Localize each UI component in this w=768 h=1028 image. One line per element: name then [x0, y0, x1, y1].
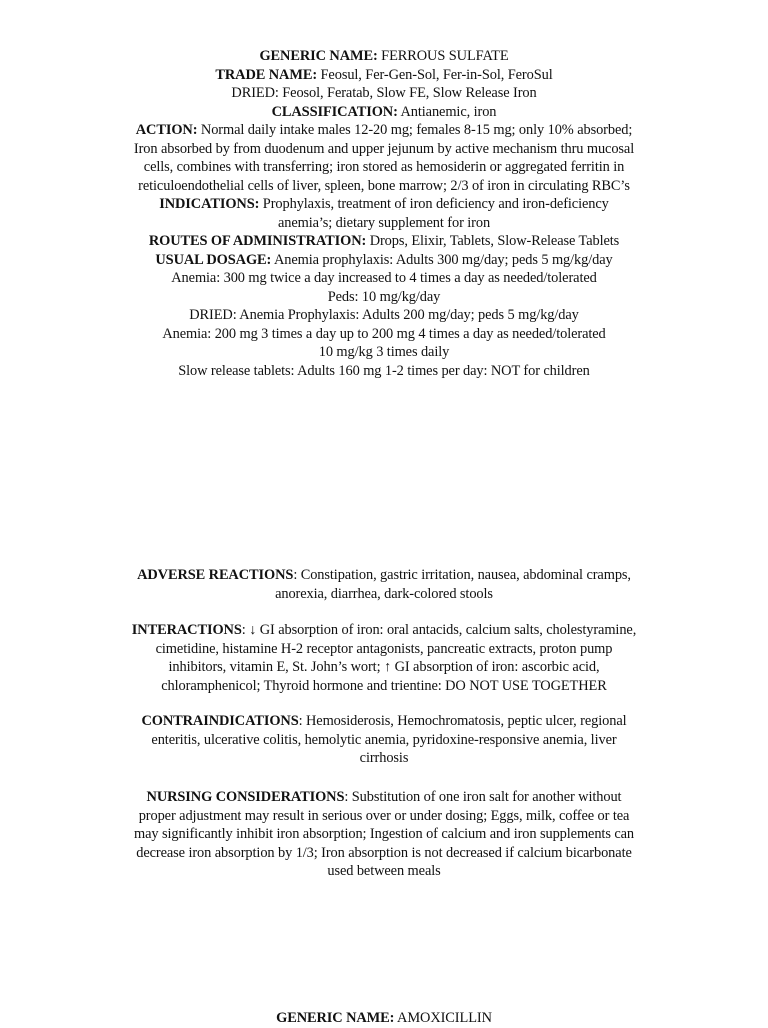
generic-name-value: FERROUS SULFATE: [377, 48, 509, 64]
trade-name-label: TRADE NAME:: [215, 66, 318, 83]
drug-header-section: [90, 47, 678, 380]
contra-label: CONTRAINDICATIONS: [141, 713, 299, 729]
trade-name-line: [90, 66, 678, 85]
adverse-reactions-section: [90, 566, 678, 603]
dosage-line-1: [90, 251, 678, 270]
action-label: ACTION:: [135, 122, 198, 138]
contra-line-3: cirrhosis: [359, 750, 409, 766]
contra-text-1: : Hemosiderosis, Hemochromatosis, peptic ulcer, regional: [298, 713, 627, 729]
second-drug-header: [90, 1009, 678, 1028]
dosage-text-1: Anemia prophylaxis: Adults 300 mg/day; peds 5 mg/kg/day: [271, 251, 613, 268]
nursing-line-4: decrease iron absorption by 1/3; Iron absorption is not decreased if calcium bicarbonate: [136, 844, 632, 861]
generic-name-label-2: GENERIC NAME:: [276, 1010, 395, 1026]
adverse-line-1: [90, 566, 678, 585]
contra-line-2: enteritis, ulcerative colitis, hemolytic anemia, pyridoxine-responsive anemia, liver: [151, 731, 617, 748]
interactions-label: INTERACTIONS: [131, 622, 242, 638]
routes-label: ROUTES OF ADMINISTRATION:: [148, 233, 367, 249]
classification-label: CLASSIFICATION:: [271, 103, 398, 120]
routes-line: [90, 232, 678, 251]
dosage-line-2: Anemia: 300 mg twice a day increased to 4 times a day as needed/tolerated: [171, 270, 597, 286]
generic-name-label: GENERIC NAME:: [259, 48, 378, 64]
nursing-label: NURSING CONSIDERATIONS: [146, 789, 345, 805]
interactions-line-4: chloramphenicol; Thyroid hormone and trientine: DO NOT USE TOGETHER: [161, 677, 607, 694]
dried-trade-line: DRIED: Feosol, Feratab, Slow FE, Slow Release Iron: [231, 85, 537, 101]
indications-line-2: anemia’s; dietary supplement for iron: [277, 214, 491, 231]
nursing-line-3: may significantly inhibit iron absorption; Ingestion of calcium and iron supplements can: [134, 826, 634, 842]
action-line-4: reticuloendothelial cells of liver, spleen, bone marrow; 2/3 of iron in circulating RBC’s: [138, 177, 630, 194]
action-line-3: cells, combines with transferring; iron stored as hemosiderin or aggregated ferritin in: [143, 159, 625, 175]
nursing-line-2: proper adjustment may result in serious over or under dosing; Eggs, milk, coffee or tea: [138, 807, 630, 824]
action-text-1: Normal daily intake males 12-20 mg; females 8-15 mg; only 10% absorbed;: [197, 122, 633, 138]
interactions-section: [90, 621, 678, 695]
adverse-label: ADVERSE REACTIONS: [137, 567, 294, 583]
interactions-text-1: : ↓ GI absorption of iron: oral antacids, calcium salts, cholestyramine,: [241, 622, 637, 638]
generic-name-value-2: AMOXICILLIN: [394, 1010, 492, 1026]
classification-value: Antianemic, iron: [397, 103, 497, 120]
contra-line-1: [90, 712, 678, 731]
action-line-1: [90, 121, 678, 140]
interactions-line-3: inhibitors, vitamin E, St. John’s wort; ↑ GI absorption of iron: ascorbic acid,: [168, 659, 600, 675]
adverse-line-2: anorexia, diarrhea, dark-colored stools: [275, 585, 493, 602]
action-line-2: Iron absorbed by from duodenum and upper jejunum by active mechanism thru mucosal: [133, 140, 635, 157]
nursing-considerations-section: [90, 788, 678, 881]
dosage-line-6: 10 mg/kg 3 times daily: [318, 344, 450, 360]
nursing-line-1: [90, 788, 678, 807]
classification-line: [90, 103, 678, 122]
generic-name-line: [90, 47, 678, 66]
interactions-line-1: [90, 621, 678, 640]
interactions-line-2: cimetidine, histamine H-2 receptor antagonists, pancreatic extracts, proton pump: [155, 640, 613, 657]
nursing-text-1: : Substitution of one iron salt for another without: [344, 789, 622, 805]
dosage-label: USUAL DOSAGE:: [155, 251, 272, 268]
dosage-line-7: Slow release tablets: Adults 160 mg 1-2 times per day: NOT for children: [178, 362, 590, 379]
trade-name-value: Feosul, Fer-Gen-Sol, Fer-in-Sol, FeroSul: [317, 66, 553, 83]
adverse-text-1: : Constipation, gastric irritation, nausea, abdominal cramps,: [293, 567, 631, 583]
dosage-line-4: DRIED: Anemia Prophylaxis: Adults 200 mg/day; peds 5 mg/kg/day: [189, 307, 579, 323]
dosage-line-3: Peds: 10 mg/kg/day: [327, 288, 441, 305]
contraindications-section: [90, 712, 678, 768]
indications-line-1: [90, 195, 678, 214]
indications-text-1: Prophylaxis, treatment of iron deficiency and iron-deficiency: [259, 196, 609, 212]
indications-label: INDICATIONS:: [159, 196, 260, 212]
nursing-line-5: used between meals: [327, 863, 441, 879]
generic-name-line-2: [90, 1009, 678, 1028]
routes-value: Drops, Elixir, Tablets, Slow-Release Tablets: [366, 233, 620, 249]
dosage-line-5: Anemia: 200 mg 3 times a day up to 200 mg 4 times a day as needed/tolerated: [162, 325, 606, 342]
